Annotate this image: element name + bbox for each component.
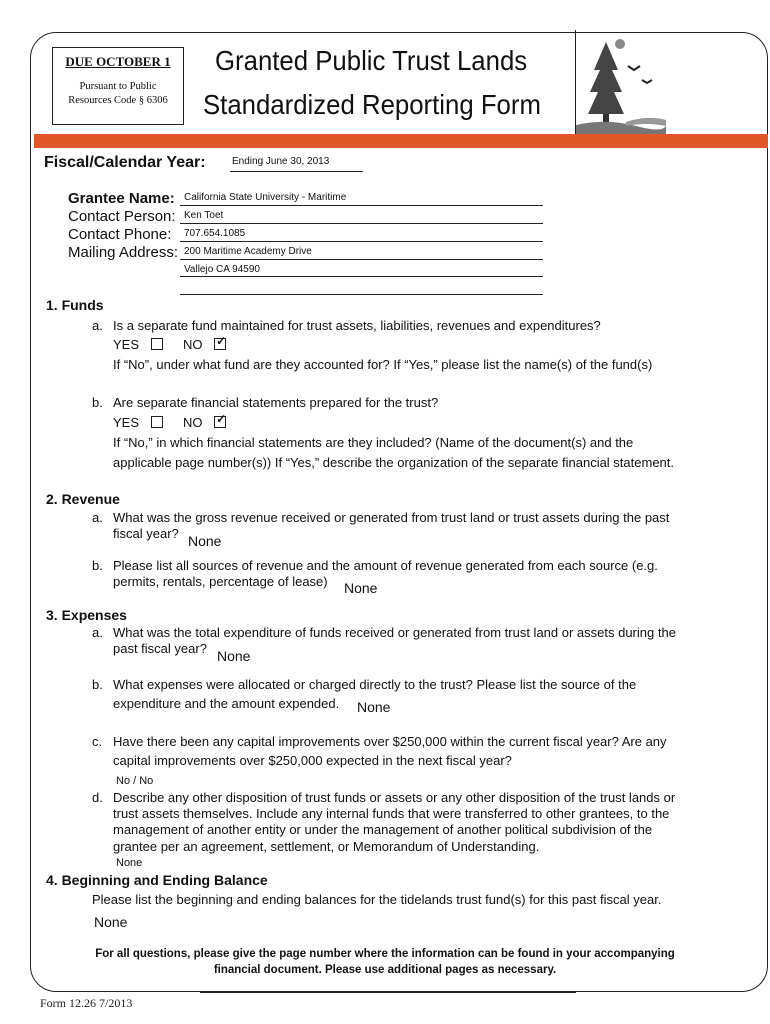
funds-a-follow-up: If “No”, under what fund are they accounted for? If “Yes,” please list the name(s) of the fund(s) <box>113 357 653 372</box>
contact-person-field[interactable]: Ken Toet <box>184 210 224 221</box>
section-funds-heading: 1. Funds <box>46 297 104 313</box>
funds-a-yes-option[interactable] <box>113 337 163 352</box>
grantee-name-label: Grantee Name: <box>68 190 175 207</box>
funds-a-no-option[interactable] <box>183 337 226 352</box>
funds-b-no-checkbox[interactable] <box>214 416 226 428</box>
funds-b-no-option[interactable] <box>183 415 226 430</box>
funds-a-yes-label: YES <box>113 337 140 352</box>
expenses-a-question-2: past fiscal year? <box>113 641 207 656</box>
revenue-a-question-2: fiscal year? <box>113 526 179 541</box>
funds-b-yes-checkbox[interactable] <box>151 416 163 428</box>
expenses-b-question-1: What expenses were allocated or charged directly to the trust? Please list the source of the <box>113 677 637 692</box>
due-date-box <box>52 47 184 125</box>
funds-a-no-checkbox[interactable] <box>214 338 226 350</box>
funds-b-question: Are separate financial statements prepared for the trust? <box>113 395 439 410</box>
expenses-c-question-1: Have there been any capital improvements over $250,000 within the current fiscal year? Are any <box>113 734 667 749</box>
expenses-c-question-2: capital improvements over $250,000 expected in the next fiscal year? <box>113 753 512 768</box>
expenses-c-letter: c. <box>92 734 103 749</box>
funds-a-yes-checkbox[interactable] <box>151 338 163 350</box>
funds-b-yes-option[interactable] <box>113 415 163 430</box>
funds-a-question: Is a separate fund maintained for trust assets, liabilities, revenues and expenditures? <box>113 318 601 333</box>
pursuant-line-2: Resources Code § 6306 <box>68 95 168 106</box>
fiscal-year-value[interactable]: Ending June 30, 2013 <box>232 156 330 167</box>
section-expenses-heading: 3. Expenses <box>46 607 127 623</box>
contact-person-label: Contact Person: <box>68 208 176 225</box>
contact-phone-label: Contact Phone: <box>68 226 172 243</box>
footer-instructions <box>60 946 710 978</box>
revenue-a-letter: a. <box>92 510 103 525</box>
section-revenue-heading: 2. Revenue <box>46 491 120 507</box>
tree-logo-icon <box>575 30 665 134</box>
mailing-address-line-1[interactable]: 200 Maritime Academy Drive <box>184 246 312 257</box>
expenses-b-answer[interactable]: None <box>357 699 391 715</box>
revenue-a-question-1: What was the gross revenue received or generated from trust land or trust assets during the past <box>113 510 670 525</box>
footer-note-line-2: financial document. Please use additional pages as necessary. <box>213 964 557 976</box>
balance-question: Please list the beginning and ending balances for the tidelands trust fund(s) for this past fiscal year. <box>92 892 662 907</box>
expenses-d-question-2: trust assets themselves. Include any internal funds that were transferred to other grantees, to the <box>113 806 670 821</box>
expenses-a-letter: a. <box>92 625 103 640</box>
revenue-a-answer[interactable]: None <box>188 533 222 549</box>
section-balance-heading: 4. Beginning and Ending Balance <box>46 872 268 888</box>
pursuant-note <box>53 80 183 108</box>
mailing-address-line-2[interactable]: Vallejo CA 94590 <box>184 264 260 275</box>
form-number: Form 12.26 7/2013 <box>40 996 133 1010</box>
expenses-d-question-1: Describe any other disposition of trust funds or assets or any other disposition of the trust lands or <box>113 790 676 805</box>
expenses-a-question-1: What was the total expenditure of funds received or generated from trust land or assets during the <box>113 625 676 640</box>
funds-b-no-label: NO <box>183 415 203 430</box>
grantee-name-field[interactable]: California State University - Maritime <box>184 192 347 203</box>
mailing-address-label: Mailing Address: <box>68 244 179 261</box>
funds-b-yes-label: YES <box>113 415 140 430</box>
expenses-d-question-3: management of another entity or under the management of another political subdivision of the <box>113 822 653 837</box>
funds-b-follow-up-2: applicable page number(s)) If “Yes,” describe the organization of the separate financial statement. <box>113 455 675 470</box>
footer-note-line-1: For all questions, please give the page number where the information can be found in your accompanying <box>95 948 675 960</box>
expenses-a-answer[interactable]: None <box>217 648 251 664</box>
form-title-line-2: Standardized Reporting Form <box>203 89 541 120</box>
expenses-c-answer[interactable]: No / No <box>116 775 154 787</box>
expenses-b-letter: b. <box>92 677 103 692</box>
funds-a-letter: a. <box>92 318 103 333</box>
expenses-d-question-4: grantee per an agreement, settlement, or Memorandum of Understanding. <box>113 839 540 854</box>
revenue-b-question-2: permits, rentals, percentage of lease) <box>113 574 328 589</box>
funds-a-no-label: NO <box>183 337 203 352</box>
expenses-d-letter: d. <box>92 790 103 805</box>
balance-answer[interactable]: None <box>94 914 128 930</box>
revenue-b-letter: b. <box>92 558 103 573</box>
expenses-b-question-2: expenditure and the amount expended. <box>113 696 340 711</box>
fiscal-year-label: Fiscal/Calendar Year: <box>44 154 206 171</box>
form-title-line-1: Granted Public Trust Lands <box>215 45 528 76</box>
funds-b-follow-up-1: If “No,” in which financial statements are they included? (Name of the document(s) and the <box>113 435 634 450</box>
pursuant-line-1: Pursuant to Public <box>79 81 157 92</box>
header-divider-bar <box>34 134 768 148</box>
expenses-d-answer[interactable]: None <box>116 857 143 869</box>
revenue-b-answer[interactable]: None <box>344 580 378 596</box>
contact-phone-field[interactable]: 707.654.1085 <box>184 228 246 239</box>
revenue-b-question-1: Please list all sources of revenue and the amount of revenue generated from each source (e.g. <box>113 558 658 573</box>
due-date: DUE OCTOBER 1 <box>65 54 171 69</box>
footer-rule <box>200 992 576 993</box>
funds-b-letter: b. <box>92 395 103 410</box>
